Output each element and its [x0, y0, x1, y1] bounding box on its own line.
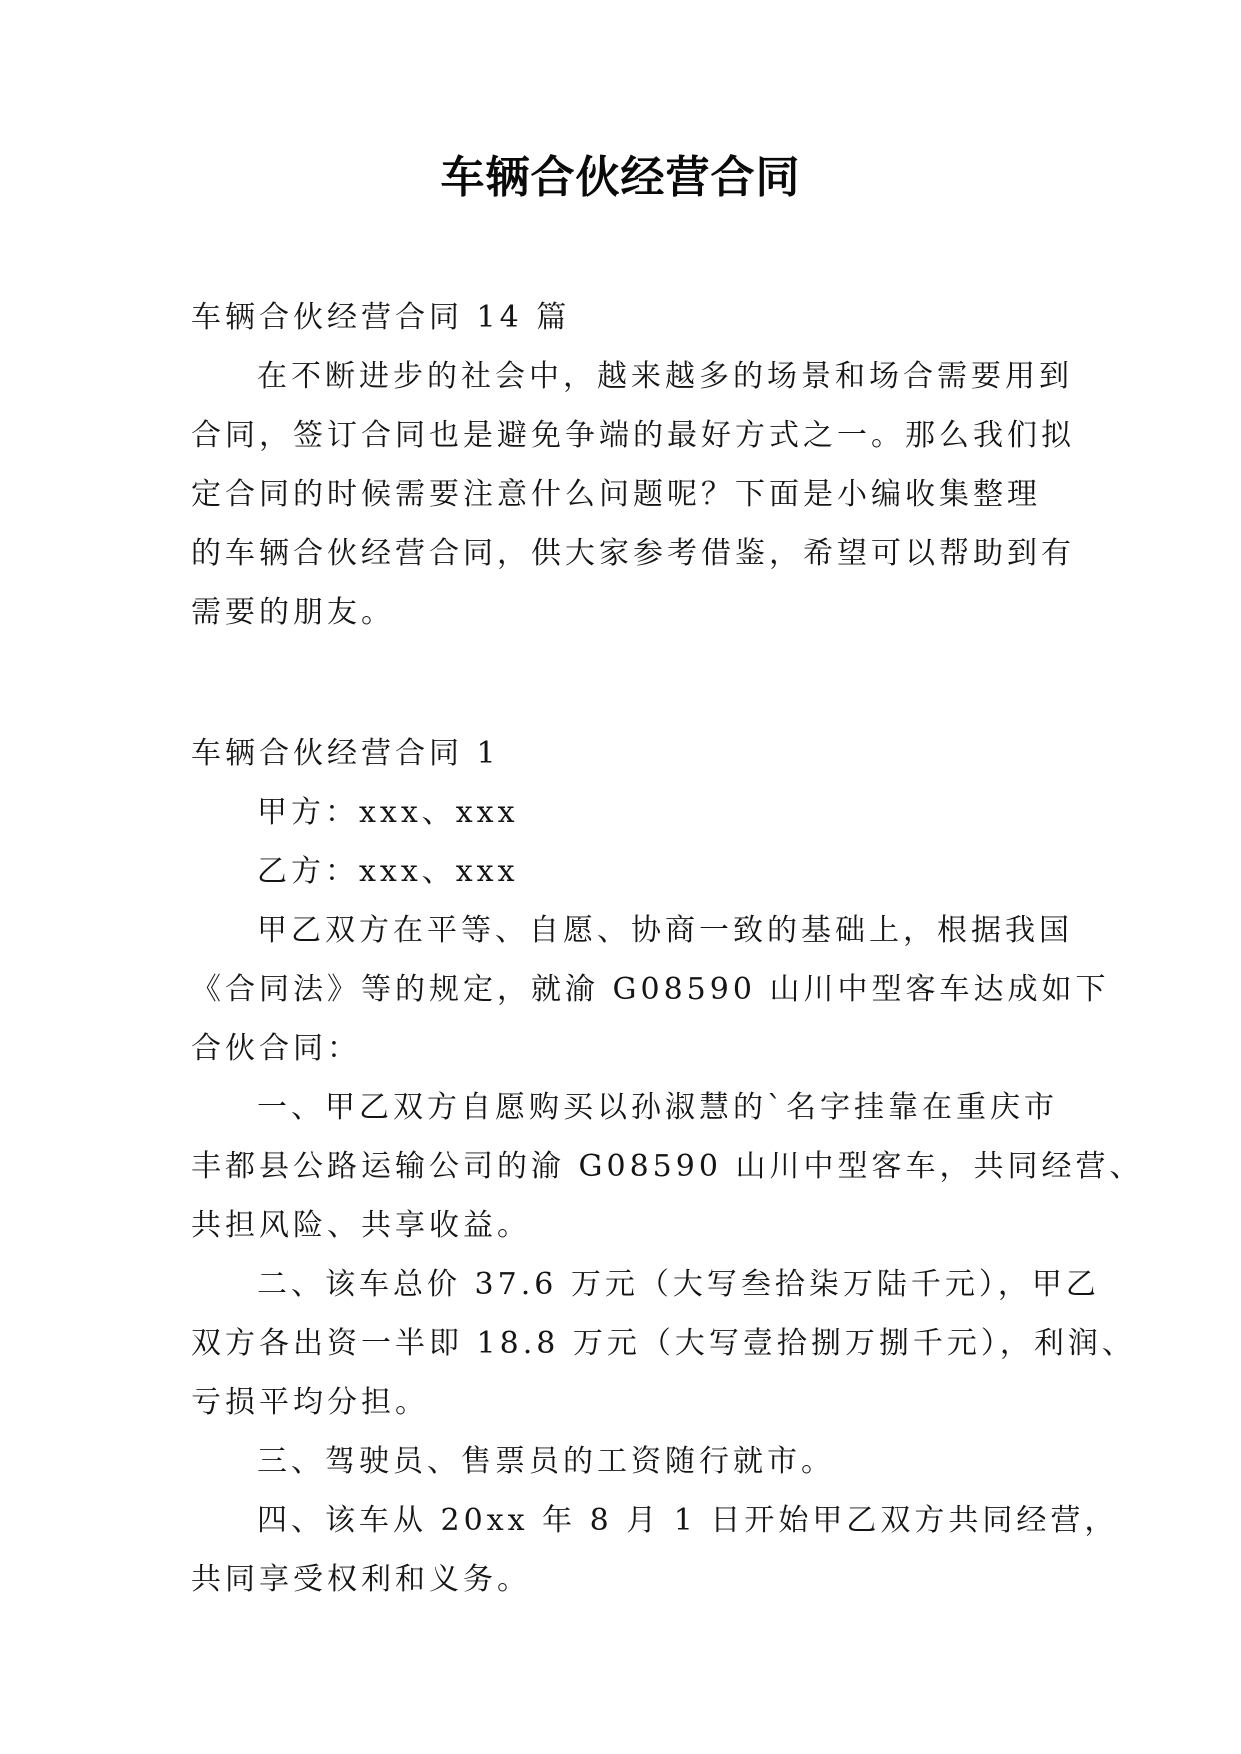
clause-2-line: 二、该车总价 37.6 万元（大写叁拾柒万陆千元），甲乙 [257, 1267, 1100, 1302]
document-subtitle: 车辆合伙经营合同 14 篇 [191, 300, 571, 335]
clause-1 [191, 1078, 1144, 1255]
clause-3: 三、驾驶员、售票员的工资随行就市。 [257, 1444, 835, 1479]
preamble-paragraph [191, 901, 1110, 1078]
clause-2-line: 双方各出资一半即 18.8 万元（大写壹拾捌万捌千元），利润、 [191, 1326, 1136, 1361]
preamble-line: 《合同法》等的规定，就渝 G08590 山川中型客车达成如下 [191, 972, 1110, 1007]
clause-1-line: 一、甲乙双方自愿购买以孙淑慧的`名字挂靠在重庆市 [257, 1090, 1058, 1125]
intro-line: 合同，签订合同也是避免争端的最好方式之一。那么我们拟 [191, 418, 1075, 453]
intro-line: 需要的朋友。 [191, 595, 395, 630]
party-a: 甲方：xxx、xxx [257, 795, 519, 830]
preamble-line: 甲乙双方在平等、自愿、协商一致的基础上，根据我国 [257, 913, 1073, 948]
clause-1-line: 共担风险、共享收益。 [191, 1208, 531, 1243]
document-title: 车辆合伙经营合同 [440, 152, 801, 203]
clause-4-line: 共同享受权利和义务。 [191, 1562, 531, 1597]
clause-2 [191, 1255, 1136, 1432]
document-body [191, 288, 1144, 1609]
clause-2-line: 亏损平均分担。 [191, 1385, 429, 1420]
clause-4-line: 四、该车从 20xx 年 8 月 1 日开始甲乙双方共同经营， [257, 1503, 1119, 1538]
section-heading: 车辆合伙经营合同 1 [191, 736, 500, 771]
preamble-line: 合伙合同： [191, 1031, 361, 1066]
intro-line: 的车辆合伙经营合同，供大家参考借鉴，希望可以帮助到有 [191, 536, 1075, 571]
intro-line: 定合同的时候需要注意什么问题呢？下面是小编收集整理 [191, 477, 1041, 512]
clause-4 [191, 1491, 1119, 1609]
clause-1-line: 丰都县公路运输公司的渝 G08590 山川中型客车，共同经营、 [191, 1149, 1144, 1184]
intro-paragraph [191, 347, 1075, 642]
section-spacer [191, 642, 1061, 724]
intro-line: 在不断进步的社会中，越来越多的场景和场合需要用到 [257, 359, 1073, 394]
party-b: 乙方：xxx、xxx [257, 854, 519, 889]
